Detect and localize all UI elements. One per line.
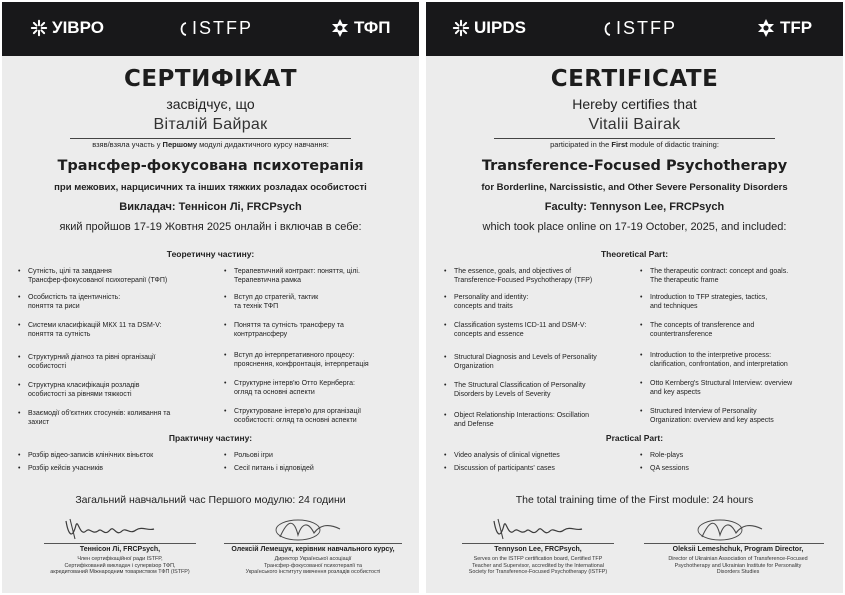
list-item: • Структурне інтерв'ю Отто Кернберга: огляд та основні аспекти xyxy=(224,380,414,397)
signature-lee xyxy=(62,515,158,543)
course-subtitle: при межових, нарцисичних та інших тяжких розладах особистості xyxy=(54,182,367,193)
starburst-logo-icon xyxy=(452,19,470,37)
signatory-1-name: Tennyson Lee, FRCPsych, xyxy=(494,546,582,553)
logo-tfp xyxy=(330,18,390,38)
signatory-2-role: Director of Ukrainian Association of Transference-Focused Psychotherapy and Ukrainian Institute for Personality Disorders Studies xyxy=(668,556,808,575)
list-item: • Структуроване інтерв'ю для організації особистості: огляд та основні аспекти xyxy=(224,408,414,425)
total-training-time: Загальний навчальний час Першого модулю: 24 години xyxy=(75,494,346,506)
list-item: • Role-plays xyxy=(640,452,840,461)
practice-heading: Practical Part: xyxy=(605,433,664,443)
list-item: • Терапевтичний контракт: поняття, цілі. Терапевтична рамка xyxy=(224,268,414,285)
list-item: • Особистість та ідентичність: поняття та риси xyxy=(18,294,218,311)
list-item: • Вступ до стратегій, тактик та технік ТФП xyxy=(224,294,414,311)
list-item: • Personality and identity: concepts and traits xyxy=(444,294,640,311)
logo-header xyxy=(2,2,419,56)
list-item: • Otto Kernberg's Structural Interview: overview and key aspects xyxy=(640,380,840,397)
list-item: • The therapeutic contract: concept and goals. The therapeutic frame xyxy=(640,268,840,285)
signatory-1-name: Теннісон Лі, FRCPsych, xyxy=(79,546,161,553)
istfp-mark-icon xyxy=(178,20,188,38)
logo-uvpro xyxy=(30,18,104,38)
course-title: Трансфер-фокусована психотерапія xyxy=(57,158,364,174)
logo-istfp xyxy=(178,18,253,39)
theory-heading: Theoretical Part: xyxy=(600,249,669,259)
list-item: • The essence, goals, and objectives of Transference-Focused Psychotherapy (TFP) xyxy=(444,268,640,285)
certificate-english xyxy=(426,2,843,593)
list-item: • Структурна класифікація розладів особистості за рівнями тяжкості xyxy=(18,382,218,399)
faculty-line: Faculty: Tennyson Lee, FRCPsych xyxy=(544,201,725,213)
logo-istfp xyxy=(602,18,677,39)
signature-line-right xyxy=(224,543,402,544)
starburst-logo-icon xyxy=(30,19,48,37)
signature-line-left xyxy=(462,543,614,544)
list-item: • Video analysis of clinical vignettes xyxy=(444,452,640,461)
list-item: • Рольові ігри xyxy=(224,452,414,461)
list-item: • Взаємодії об'єктних стосунків: коливання та захист xyxy=(18,410,218,427)
signature-lee xyxy=(490,515,586,543)
dates-line: which took place online on 17-19 October, 2025, and included: xyxy=(482,221,787,233)
list-item: • The concepts of transference and countertransference xyxy=(640,322,840,339)
recipient-name: Віталій Байрак xyxy=(153,116,268,133)
certificate-body xyxy=(426,56,843,593)
list-item: • Структурний діагноз та рівні організації особистості xyxy=(18,354,218,371)
list-item: • Introduction to the interpretive process: clarification, confrontation, and interpretation xyxy=(640,352,840,369)
certificate-body xyxy=(2,56,419,593)
list-item: • Системи класифікацій МКХ 11 та DSM-V: поняття та сутність xyxy=(18,322,218,339)
certifies-text: засвідчує, що xyxy=(166,96,255,112)
list-item: • Розбір відео-записів клінічних віньєток xyxy=(18,452,218,461)
practice-heading: Практичну частину: xyxy=(168,433,253,443)
logo-uvpro-text: УІВРО xyxy=(52,18,104,37)
list-item: • Сутність, цілі та завдання Трансфер-фокусованої психотерапії (ТФП) xyxy=(18,268,218,285)
list-item: • The Structural Classification of Personality Disorders by Levels of Severity xyxy=(444,382,640,399)
logo-istfp-text: ISTFP xyxy=(192,18,254,38)
list-item: • QA sessions xyxy=(640,465,840,474)
list-item: • Поняття та сутність трансферу та контртрансферу xyxy=(224,322,414,339)
name-underline xyxy=(494,138,775,139)
name-underline xyxy=(70,138,351,139)
theory-heading: Теоретичну частину: xyxy=(166,249,255,259)
list-item: • Вступ до інтерпретативного процесу: прояснення, конфронтація, інтерпретація xyxy=(224,352,414,369)
certificate-title: CERTIFICATE xyxy=(550,66,719,92)
istfp-mark-icon xyxy=(602,20,612,38)
signature-lemeshchuk xyxy=(690,515,770,543)
certificate-title: СЕРТИФІКАТ xyxy=(123,66,298,92)
list-item: • Discussion of participants' cases xyxy=(444,465,640,474)
logo-tfp-text: ТФП xyxy=(354,18,391,37)
dates-line: який пройшов 17-19 Жовтня 2025 онлайн і включав в себе: xyxy=(59,221,362,233)
logo-header xyxy=(426,2,843,56)
recipient-name: Vitalii Bairak xyxy=(588,116,681,133)
participation-text: participated in the First module of didactic training: xyxy=(550,140,719,149)
total-training-time: The total training time of the First module: 24 hours xyxy=(515,494,754,506)
certificate-ukrainian xyxy=(2,2,419,593)
list-item: • Classification systems ICD-11 and DSM-V: concepts and essence xyxy=(444,322,640,339)
list-item: • Structural Diagnosis and Levels of Personality Organization xyxy=(444,354,640,371)
certifies-text: Hereby certifies that xyxy=(572,96,697,112)
course-title: Transference-Focused Psychotherapy xyxy=(481,158,788,174)
list-item: • Розбір кейсів учасників xyxy=(18,465,218,474)
list-item: • Сесії питань і відповідей xyxy=(224,465,414,474)
tfp-mark-icon xyxy=(330,18,350,38)
logo-tfp xyxy=(756,18,812,38)
participation-text: взяв/взяла участь у Першому модулі дидактичного курсу навчання: xyxy=(92,140,329,149)
signature-lemeshchuk xyxy=(268,515,348,543)
list-item: • Object Relationship Interactions: Oscillation and Defense xyxy=(444,412,640,429)
signature-line-left xyxy=(44,543,196,544)
signatory-2-role: Директор Української асоціації Трансфер-фокусованої психотерапії та Українського інституту вивчення розладів особистості xyxy=(245,556,381,575)
logo-uipds xyxy=(452,18,526,38)
tfp-mark-icon xyxy=(756,18,776,38)
signatory-2-name: Oleksii Lemeshchuk, Program Director, xyxy=(672,546,804,553)
list-item: • Introduction to TFP strategies, tactics, and techniques xyxy=(640,294,840,311)
signatory-2-name: Олексій Лемещук, керівник навчального курсу, xyxy=(231,546,395,553)
faculty-line: Викладач: Теннісон Лі, FRCPsych xyxy=(119,201,302,213)
signatory-1-role: Член сертифікаційної ради ISTFP, Сертифікований викладач і супервізор ТФП, акредитований Міжнародним товариством ТФП (ISTFP) xyxy=(50,556,190,575)
logo-istfp-text: ISTFP xyxy=(616,18,678,38)
logo-uipds-text: UIPDS xyxy=(474,18,526,37)
signatory-1-role: Serves on the ISTFP certification board, Certified TFP Teacher and Supervisor, accredited by the International Society for Transference-Focused Psychotherapy (ISTFP) xyxy=(468,556,608,575)
list-item: • Structured Interview of Personality Organization: overview and key aspects xyxy=(640,408,840,425)
signature-line-right xyxy=(644,543,824,544)
course-subtitle: for Borderline, Narcissistic, and Other Severe Personality Disorders xyxy=(481,182,788,193)
logo-tfp-text: TFP xyxy=(780,18,813,37)
